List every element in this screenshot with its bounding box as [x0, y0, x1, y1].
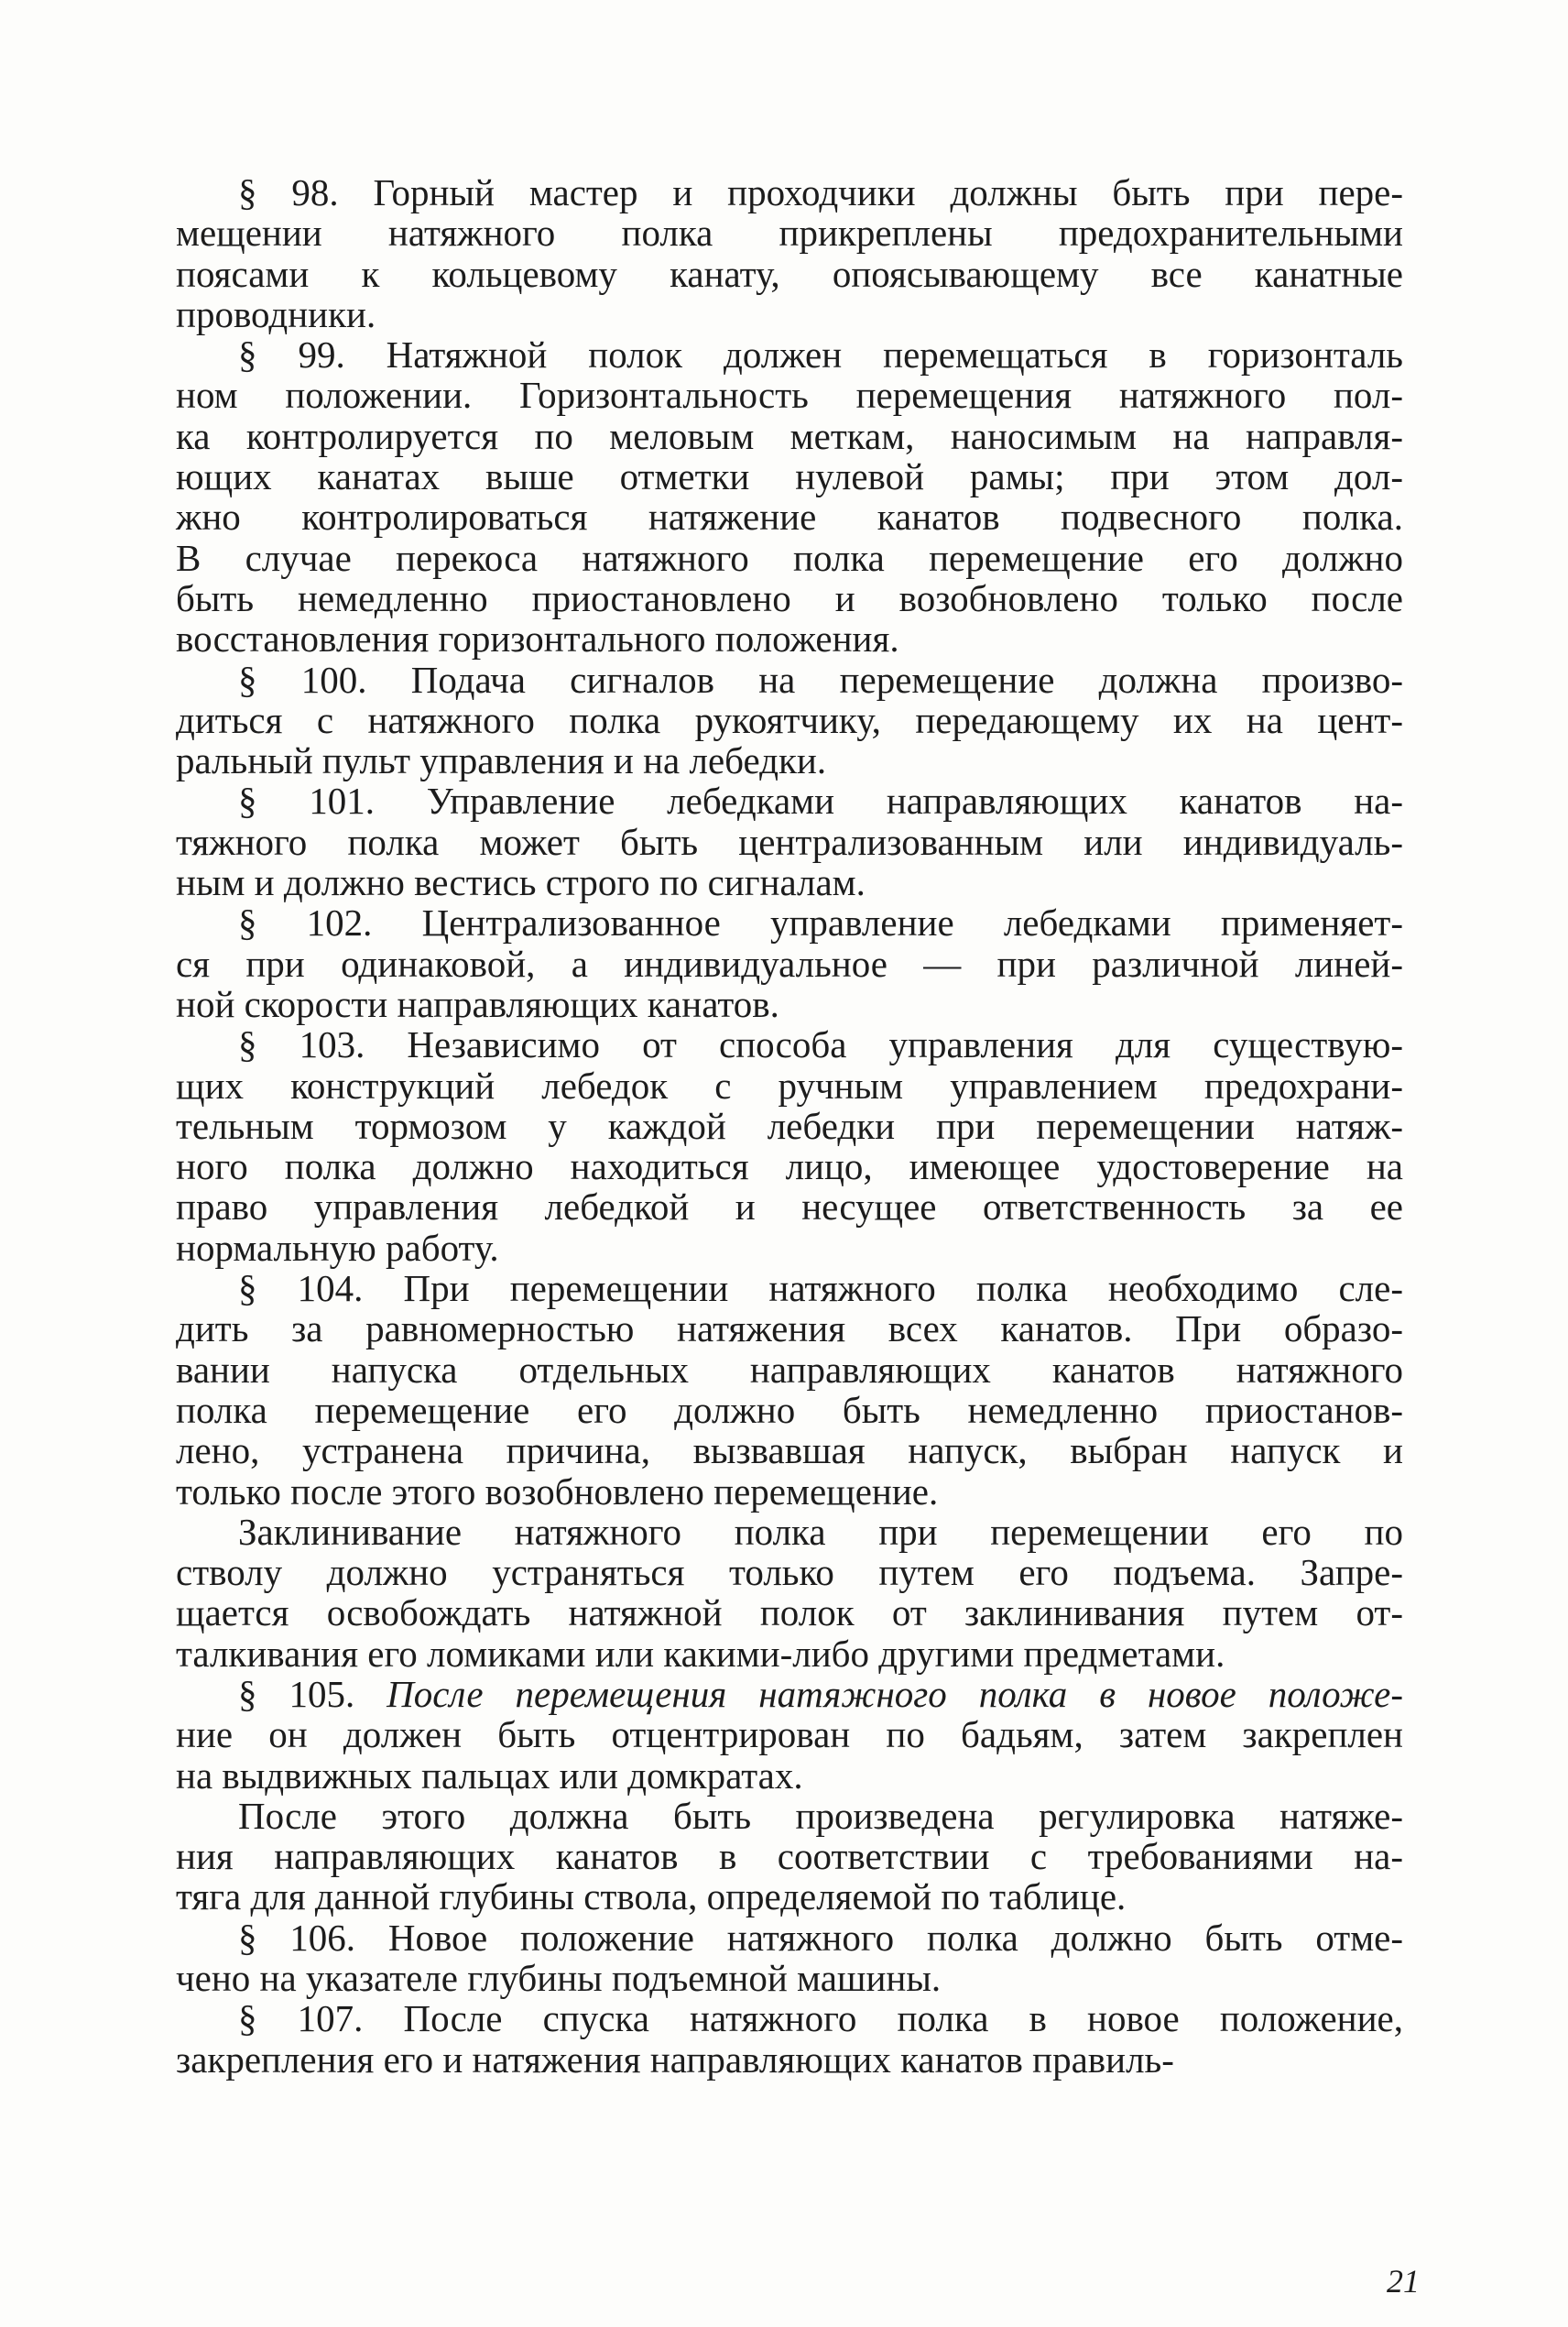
text-line: § 101. Управление лебедками направляющих канатов на-: [238, 780, 1403, 823]
paragraph: [176, 1917, 1403, 1999]
text-line: быть немедленно приостановлено и возобновлено только после: [176, 576, 1403, 619]
text-line: полка перемещение его должно быть немедленно приостанов-: [176, 1388, 1403, 1431]
text-line: талкивания его ломиками или какими-либо другими предметами.: [176, 1632, 1225, 1675]
text-line: ка контролируется по меловым меткам, наносимым на направля-: [176, 414, 1403, 457]
text-line: дить за равномерностью натяжения всех канатов. При образо-: [176, 1307, 1403, 1350]
paragraph: [176, 1512, 1403, 1674]
text-line: только после этого возобновлено перемещение.: [176, 1469, 939, 1513]
paragraph: [176, 660, 1403, 781]
text-line: щается освобождать натяжной полок от заклинивания путем от-: [176, 1591, 1403, 1634]
paragraph: [176, 172, 1403, 334]
page-number: 21: [1387, 2263, 1420, 2300]
text-line: щих конструкций лебедок с ручным управлением предохрани-: [176, 1064, 1403, 1107]
text-line: ном положении. Горизонтальность перемещения натяжного пол-: [176, 374, 1403, 417]
body-text: [176, 172, 1403, 2080]
text-line: стволу должно устраняться только путем его подъема. Запре-: [176, 1551, 1403, 1594]
text-line: Заклинивание натяжного полка при перемещении его по: [238, 1510, 1403, 1553]
text-line: ной скорости направляющих канатов.: [176, 982, 779, 1025]
text-line: § 102. Централизованное управление лебедками применяет-: [238, 901, 1403, 945]
paragraph: [176, 1674, 1403, 1796]
text-line: проводники.: [176, 292, 376, 335]
text-line: восстановления горизонтального положения.: [176, 617, 899, 661]
section-mark: § 105.: [238, 1672, 387, 1715]
text-line: ся при одинаковой, а индивидуальное — при различной линей-: [176, 942, 1403, 985]
text-line: § 106. Новое положение натяжного полка должно быть отме-: [238, 1916, 1403, 1959]
text-line: тельным тормозом у каждой лебедки при перемещении натяж-: [176, 1104, 1403, 1147]
text-line: ния направляющих канатов в соответствии с требованиями на-: [176, 1835, 1403, 1878]
text-line: жно контролироваться натяжение канатов подвесного полка.: [176, 496, 1403, 539]
paragraph: [176, 1024, 1403, 1268]
text-line: тяжного полка может быть централизованным или индивидуаль-: [176, 820, 1403, 863]
paragraph: [176, 781, 1403, 902]
text-line: чено на указателе глубины подъемной машины.: [176, 1957, 942, 2000]
paragraph: [176, 1268, 1403, 1512]
paragraph: [176, 1998, 1403, 2080]
text-line: закрепления его и натяжения направляющих канатов правиль-: [176, 2037, 1174, 2081]
text-line: право управления лебедкой и несущее ответственность за ее: [176, 1185, 1403, 1229]
text-line: поясами к кольцевому канату, опоясывающему все канатные: [176, 252, 1403, 295]
text-line: на выдвижных пальцах или домкратах.: [176, 1753, 803, 1797]
text-line: нормальную работу.: [176, 1226, 499, 1269]
text-line: § 104. При перемещении натяжного полка необходимо сле-: [238, 1267, 1403, 1310]
text-line: тяга для данной глубины ствола, определяемой по таблице.: [176, 1875, 1127, 1918]
paragraph: [176, 1796, 1403, 1917]
text-line: В случае перекоса натяжного полка перемещение его должно: [176, 536, 1403, 579]
text-line: ющих канатах выше отметки нулевой рамы; при этом дол-: [176, 455, 1403, 498]
paragraph: [176, 902, 1403, 1024]
text-line: § 100. Подача сигналов на перемещение должна произво-: [238, 658, 1403, 701]
text-line: § 99. Натяжной полок должен перемещаться в горизонталь: [238, 333, 1403, 377]
paragraph: [176, 334, 1403, 659]
text-line: ного полка должно находиться лицо, имеющее удостоверение на: [176, 1145, 1403, 1188]
text-line: § 107. После спуска натяжного полка в новое положение,: [238, 1997, 1403, 2040]
text-line: ние он должен быть отцентрирован по бадьям, затем закреплен: [176, 1713, 1403, 1756]
text-line: ральный пульт управления и на лебедки.: [176, 739, 827, 782]
text-line: вании напуска отдельных направляющих канатов натяжного: [176, 1348, 1403, 1391]
text-line: ным и должно вестись строго по сигналам.: [176, 861, 866, 904]
text-line: § 98. Горный мастер и проходчики должны быть при пере-: [238, 171, 1403, 213]
text-line: § 103. Независимо от способа управления для существую-: [238, 1023, 1403, 1066]
text-line: [176, 1674, 1403, 1714]
italic-text: После перемещения натяжного полка в новое положе-: [387, 1672, 1404, 1715]
text-line: диться с натяжного полка рукоятчику, передающему их на цент-: [176, 698, 1403, 741]
text-line: лено, устранена причина, вызвавшая напуск, выбран напуск и: [176, 1429, 1403, 1472]
text-line: мещении натяжного полка прикреплены предохранительными: [176, 212, 1403, 255]
text-line: После этого должна быть произведена регулировка натяже-: [238, 1794, 1403, 1837]
